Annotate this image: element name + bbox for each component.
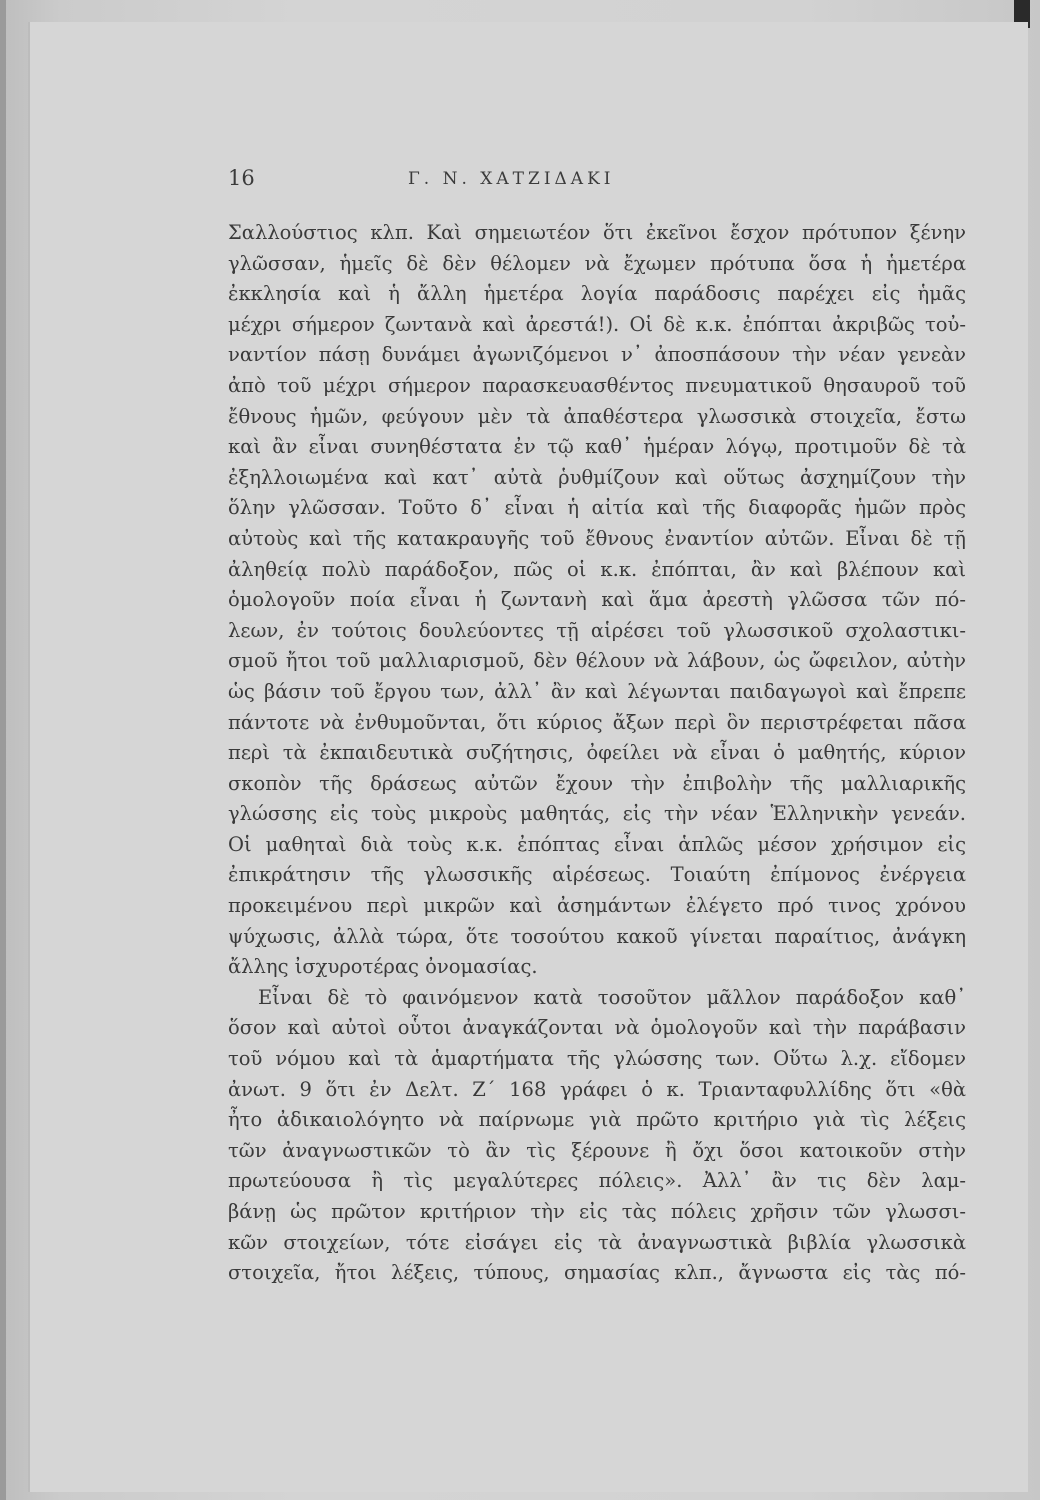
text-line: καὶ ἂν εἶναι συνηθέστατα ἐν τῷ καθ᾽ ἡμέραν λόγῳ, προτιμοῦν δὲ τὰ — [228, 435, 966, 459]
text-line: βάνῃ ὡς πρῶτον κριτήριον τὴν εἰς τὰς πόλεις χρῆσιν τῶν γλωσσι- — [228, 1200, 966, 1223]
page-number: 16 — [228, 166, 255, 190]
text-line: πάντοτε νὰ ἐνθυμοῦνται, ὅτι κύριος ἄξων περὶ ὃν περιστρέφεται πᾶσα — [228, 710, 966, 734]
text-line: ἐπικράτησιν τῆς γλωσσικῆς αἱρέσεως. Τοιαύτη ἐπίμονος ἐνέργεια — [228, 863, 966, 887]
text-line: προκειμένου περὶ μικρῶν καὶ ἀσημάντων ἐλέγετο πρό τινος χρόνου — [228, 894, 966, 918]
text-line: ἦτο ἀδικαιολόγητο νὰ παίρνωμε γιὰ πρῶτο κριτήριο γιὰ τὶς λέξεις — [228, 1108, 966, 1132]
text-line: αὐτοὺς καὶ τῆς κατακραυγῆς τοῦ ἔθνους ἐναντίον αὐτῶν. Εἶναι δὲ τῇ — [228, 526, 966, 550]
text-line: σμοῦ ἤτοι τοῦ μαλλιαρισμοῦ, δὲν θέλουν νὰ λάβουν, ὡς ὤφειλον, αὐτὴν — [228, 649, 966, 673]
text-line-paragraph-start: Εἶναι δὲ τὸ φαινόμενον κατὰ τοσοῦτον μᾶλλον παράδοξον καθ᾽ — [258, 985, 966, 1009]
text-line: λεων, ἐν τούτοις δουλεύοντες τῇ αἱρέσει τοῦ γλωσσικοῦ σχολαστικι- — [228, 618, 966, 642]
text-line: ἐκκλησία καὶ ἡ ἄλλη ἡμετέρα λογία παράδοσις παρέχει εἰς ἡμᾶς — [228, 282, 966, 306]
text-line: ἀπὸ τοῦ μέχρι σήμερον παρασκευασθέντος πνευματικοῦ θησαυροῦ τοῦ — [228, 373, 966, 397]
text-line: ψύχωσις, ἀλλὰ τώρα, ὅτε τοσούτου κακοῦ γίνεται παραίτιος, ἀνάγκη — [228, 924, 966, 948]
text-line-paragraph-end: ἄλλης ἰσχυροτέρας ὀνομασίας. — [228, 955, 538, 979]
text-line: ὅλην γλῶσσαν. Τοῦτο δ᾽ εἶναι ἡ αἰτία καὶ τῆς διαφορᾶς ἡμῶν πρὸς — [228, 496, 966, 520]
text-line: Σαλλούστιος κλπ. Καὶ σημειωτέον ὅτι ἐκεῖνοι ἔσχον πρότυπον ξένην — [228, 221, 966, 244]
page-header — [228, 160, 788, 200]
text-line: γλώσσης εἰς τοὺς μικροὺς μαθητάς, εἰς τὴν νέαν Ἑλληνικὴν γενεάν. — [228, 802, 966, 826]
text-line: ὅσον καὶ αὐτοὶ οὗτοι ἀναγκάζονται νὰ ὁμολογοῦν καὶ τὴν παράβασιν — [228, 1016, 966, 1040]
text-line: μέχρι σήμερον ζωντανὰ καὶ ἀρεστά!). Οἱ δὲ κ.κ. ἐπόπται ἀκριβῶς τοὐ- — [228, 312, 966, 336]
text-line: ἐξηλλοιωμένα καὶ κατ᾽ αὐτὰ ῥυθμίζουν καὶ οὕτως ἀσχημίζουν τὴν — [228, 465, 966, 489]
text-line: ἔθνους ἡμῶν, φεύγουν μὲν τὰ ἀπαθέστερα γλωσσικὰ στοιχεῖα, ἔστω — [228, 404, 966, 428]
text-line: σκοπὸν τῆς δράσεως αὐτῶν ἔχουν τὴν ἐπιβολὴν τῆς μαλλιαρικῆς — [228, 771, 966, 795]
text-line: ναντίον πάσῃ δυνάμει ἀγωνιζόμενοι ν᾽ ἀποσπάσουν τὴν νέαν γενεὰν — [228, 343, 966, 367]
running-head: Γ. Ν. ΧΑΤΖΙΔΑΚΙ — [408, 169, 615, 189]
text-line: πρωτεύουσα ἢ τὶς μεγαλύτερες πόλεις». Ἀλλ᾽ ἂν τις δὲν λαμ- — [228, 1169, 966, 1193]
text-line: περὶ τὰ ἐκπαιδευτικὰ συζήτησις, ὀφείλει νὰ εἶναι ὁ μαθητής, κύριον — [228, 741, 966, 765]
text-line: ἀνωτ. 9 ὅτι ἐν Δελτ. Ζ΄ 168 γράφει ὁ κ. Τριανταφυλλίδης ὅτι «θὰ — [228, 1077, 966, 1101]
text-line: ὁμολογοῦν ποία εἶναι ἡ ζωντανὴ καὶ ἅμα ἀρεστὴ γλῶσσα τῶν πό- — [228, 588, 966, 612]
text-line: τοῦ νόμου καὶ τὰ ἁμαρτήματα τῆς γλώσσης των. Οὕτω λ.χ. εἴδομεν — [228, 1047, 966, 1071]
text-line: Οἱ μαθηταὶ διὰ τοὺς κ.κ. ἐπόπτας εἶναι ἁπλῶς μέσον χρήσιμον εἰς — [228, 832, 966, 856]
text-line: ὡς βάσιν τοῦ ἔργου των, ἀλλ᾽ ἂν καὶ λέγωνται παιδαγωγοὶ καὶ ἔπρεπε — [228, 679, 966, 703]
body-text — [228, 218, 966, 1289]
book-edge — [0, 0, 6, 1500]
text-line: ἀληθείᾳ πολὺ παράδοξον, πῶς οἱ κ.κ. ἐπόπται, ἂν καὶ βλέπουν καὶ — [228, 557, 966, 581]
text-line: στοιχεῖα, ἤτοι λέξεις, τύπους, σημασίας κλπ., ἄγνωστα εἰς τὰς πό- — [228, 1261, 966, 1285]
text-line: γλῶσσαν, ἡμεῖς δὲ δὲν θέλομεν νὰ ἔχωμεν πρότυπα ὅσα ἡ ἡμετέρα — [228, 251, 966, 275]
text-line: τῶν ἀναγνωστικῶν τὸ ἂν τὶς ξέρουνε ἢ ὄχι ὅσοι κατοικοῦν στὴν — [228, 1138, 966, 1162]
text-line: κῶν στοιχείων, τότε εἰσάγει εἰς τὰ ἀναγνωστικὰ βιβλία γλωσσικὰ — [228, 1230, 966, 1254]
